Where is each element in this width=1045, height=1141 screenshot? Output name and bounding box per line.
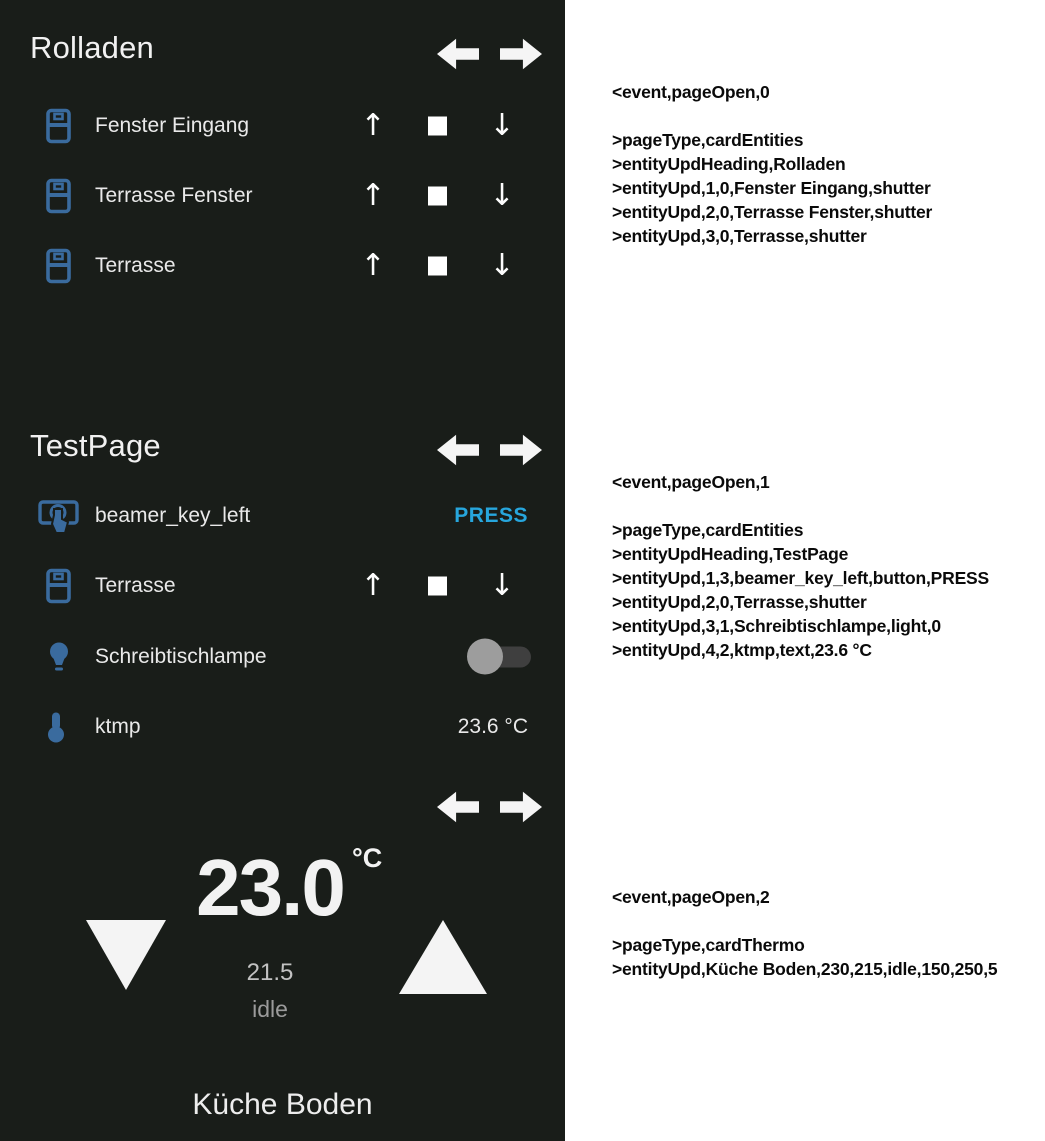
shutter-stop-button[interactable] xyxy=(428,577,447,596)
log-line: >entityUpdHeading,Rolladen xyxy=(612,154,846,174)
log-line: >entityUpd,1,0,Fenster Eingang,shutter xyxy=(612,178,931,198)
log-line xyxy=(612,104,1045,128)
card-heading: TestPage xyxy=(30,428,161,463)
shutter-down-button[interactable]: ↓ xyxy=(489,568,515,603)
triangle-up-icon xyxy=(399,920,487,994)
shutter-stop-button[interactable] xyxy=(428,257,447,276)
left-block-arrow-icon xyxy=(437,38,479,70)
entity-label: Terrasse Fenster xyxy=(95,184,253,207)
log-line: >pageType,cardEntities xyxy=(612,130,804,150)
card-entities-testpage xyxy=(0,392,565,765)
card-heading: Rolladen xyxy=(30,30,154,65)
temp-up-button[interactable] xyxy=(399,920,487,999)
log-line: >entityUpd,2,0,Terrasse Fenster,shutter xyxy=(612,202,933,222)
nav-prev-button[interactable] xyxy=(437,434,479,466)
target-temperature: 21.5 xyxy=(246,959,294,986)
log-line: >entityUpd,3,0,Terrasse,shutter xyxy=(612,226,867,246)
shutter-up-button[interactable]: ↑ xyxy=(360,568,386,603)
nav-next-button[interactable] xyxy=(500,38,542,70)
entity-row xyxy=(0,231,565,301)
thermometer-icon xyxy=(46,711,66,743)
current-temperature: 23.0 xyxy=(196,843,344,932)
card-entities-rolladen xyxy=(0,0,565,392)
triangle-down-icon xyxy=(86,920,166,990)
entity-row xyxy=(0,481,565,551)
card-thermo xyxy=(0,765,565,1141)
log-line: >entityUpd,4,2,ktmp,text,23.6 °C xyxy=(612,640,872,660)
log-line xyxy=(612,494,1045,518)
log-block-page1 xyxy=(612,470,1045,662)
log-line: >pageType,cardEntities xyxy=(612,520,804,540)
right-block-arrow-icon xyxy=(500,791,542,823)
entity-row xyxy=(0,692,565,762)
shutter-stop-button[interactable] xyxy=(428,117,447,136)
entity-label: Fenster Eingang xyxy=(95,114,250,137)
nav-prev-button[interactable] xyxy=(437,791,479,823)
shutter-stop-button[interactable] xyxy=(428,187,447,206)
right-block-arrow-icon xyxy=(500,434,542,466)
right-block-arrow-icon xyxy=(500,38,542,70)
temperature-unit: °C xyxy=(352,843,383,873)
log-block-page2 xyxy=(612,885,1045,981)
press-button[interactable]: PRESS xyxy=(454,504,528,527)
thermo-title: Küche Boden xyxy=(192,1088,373,1121)
entity-row xyxy=(0,91,565,161)
log-line: >entityUpd,Küche Boden,230,215,idle,150,250,5 xyxy=(612,959,998,979)
gesture-tap-button-icon xyxy=(38,497,79,535)
shutter-up-button[interactable]: ↑ xyxy=(360,178,386,213)
entity-label: Schreibtischlampe xyxy=(95,645,267,668)
window-shutter-icon xyxy=(46,569,71,604)
light-toggle[interactable] xyxy=(469,647,531,668)
shutter-down-button[interactable]: ↓ xyxy=(489,178,515,213)
log-line: >entityUpd,3,1,Schreibtischlampe,light,0 xyxy=(612,616,941,636)
window-shutter-icon xyxy=(46,109,71,144)
temp-down-button[interactable] xyxy=(86,920,166,995)
entity-label: Terrasse xyxy=(95,574,176,597)
entity-value: 23.6 °C xyxy=(457,715,528,738)
toggle-knob xyxy=(467,639,503,675)
window-shutter-icon xyxy=(46,179,71,214)
entity-row xyxy=(0,551,565,621)
left-block-arrow-icon xyxy=(437,791,479,823)
window-shutter-icon xyxy=(46,249,71,284)
log-line: >entityUpd,1,3,beamer_key_left,button,PRESS xyxy=(612,568,989,588)
hvac-state: idle xyxy=(252,996,288,1022)
entity-label: beamer_key_left xyxy=(95,504,251,527)
log-line xyxy=(612,909,1045,933)
entity-row xyxy=(0,622,565,692)
entity-label: ktmp xyxy=(95,715,141,738)
log-line: <event,pageOpen,0 xyxy=(612,82,770,102)
shutter-up-button[interactable]: ↑ xyxy=(360,108,386,143)
nav-next-button[interactable] xyxy=(500,434,542,466)
nav-prev-button[interactable] xyxy=(437,38,479,70)
shutter-down-button[interactable]: ↓ xyxy=(489,108,515,143)
log-line: >entityUpd,2,0,Terrasse,shutter xyxy=(612,592,867,612)
shutter-up-button[interactable]: ↑ xyxy=(360,248,386,283)
nav-next-button[interactable] xyxy=(500,791,542,823)
entity-row xyxy=(0,161,565,231)
log-line: >entityUpdHeading,TestPage xyxy=(612,544,849,564)
lightbulb-icon xyxy=(46,641,72,673)
entity-label: Terrasse xyxy=(95,254,176,277)
log-block-page0 xyxy=(612,80,1045,248)
shutter-down-button[interactable]: ↓ xyxy=(489,248,515,283)
log-line: >pageType,cardThermo xyxy=(612,935,805,955)
log-line: <event,pageOpen,1 xyxy=(612,472,770,492)
log-line: <event,pageOpen,2 xyxy=(612,887,770,907)
left-block-arrow-icon xyxy=(437,434,479,466)
